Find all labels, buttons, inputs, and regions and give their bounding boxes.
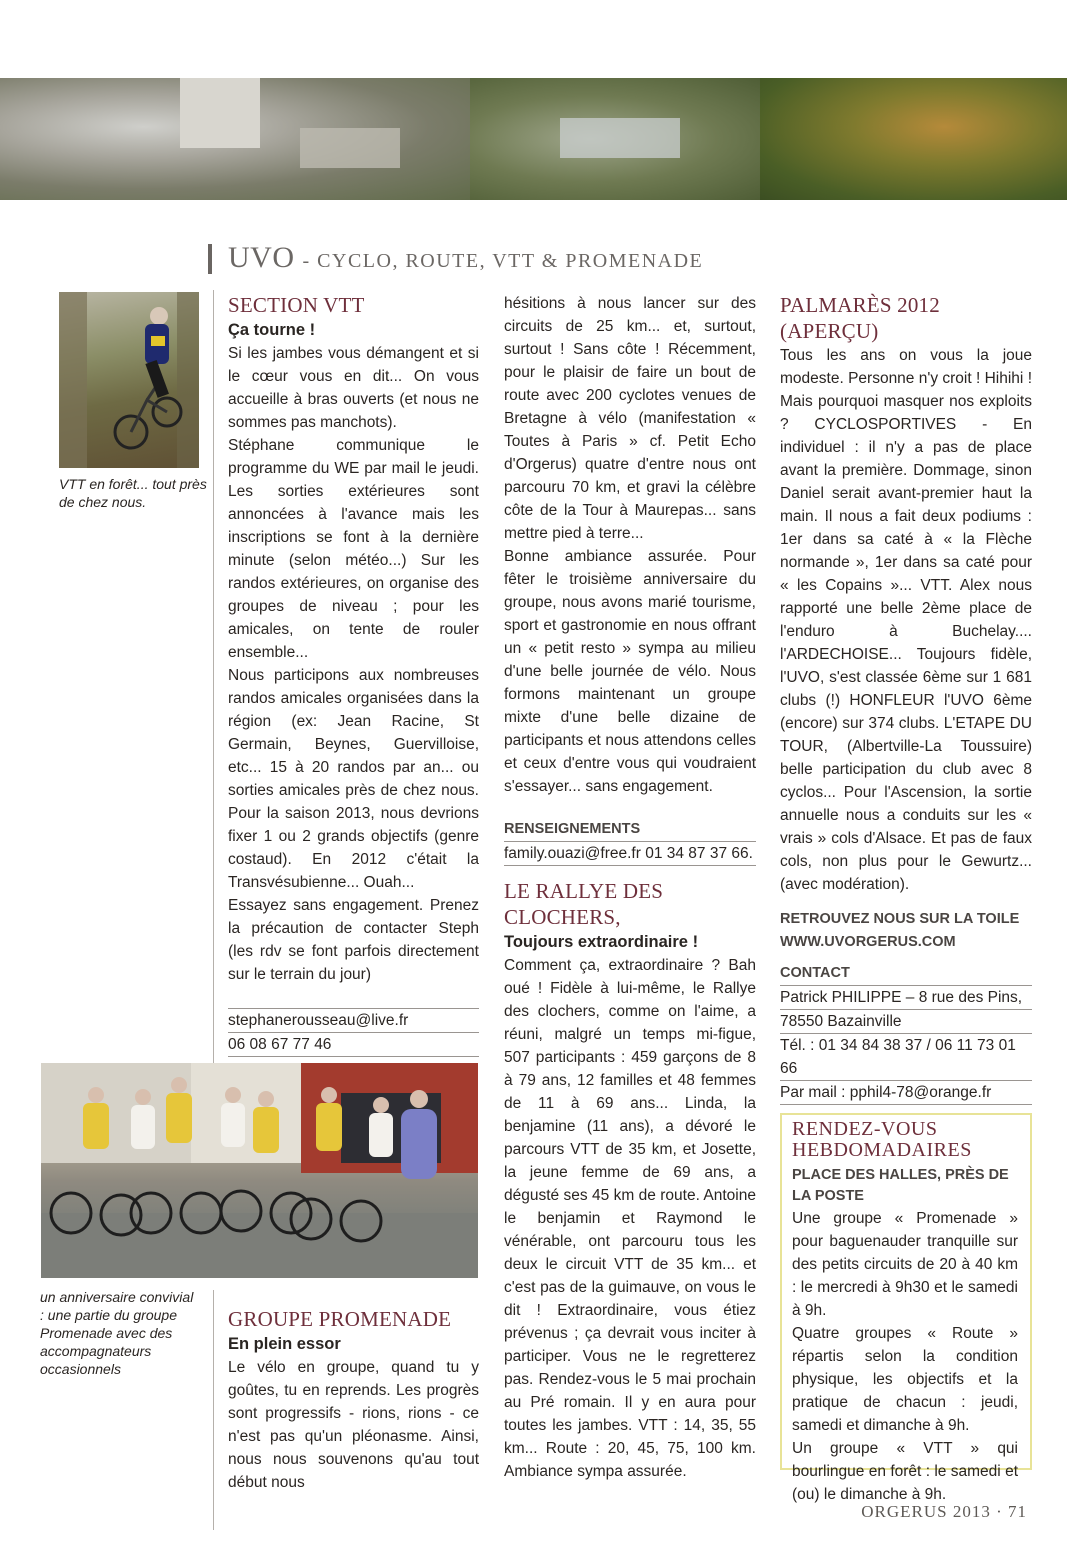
page-heading-sub: - CYCLO, ROUTE, VTT & PROMENADE [302,250,704,272]
web-link[interactable]: WWW.UVORGERUS.COM [780,934,956,950]
rendezvous-place: PLACE DES HALLES, PRÈS DE LA POSTE [792,1167,1009,1204]
section-vtt-phone: 06 08 67 77 46 [228,1033,479,1057]
promenade-title: GROUPE PROMENADE [228,1307,452,1331]
renseignements-label: RENSEIGNEMENTS [504,818,756,842]
section-vtt-subtitle: Ça tourne ! [228,321,316,339]
rallye-subtitle: Toujours extraordinaire ! [504,933,699,951]
column-2 [504,292,756,1483]
column-divider [213,1290,214,1530]
page-heading-main: UVO [228,241,295,274]
rendezvous-title-line1: RENDEZ-VOUS [792,1118,938,1140]
rallye-title: LE RALLYE DES CLOCHERS, [504,879,664,929]
section-vtt-paragraph: Nous participons aux nombreuses randos amicales organisées dans la région (ex: Jean Racine, St Germain, Beynes, Guervilloise, etc... 15 à 20 randos par an... ou sorties amicales près de chez nous. Pour la saison 2013, nous devrions fixer 1 ou 2 grands objectifs (genre costaud). En 2012 c'était la Transvésubienne... Ouah... [228,667,479,891]
group-promenade-photo [41,1063,478,1278]
rallye-text: Comment ça, extraordinaire ? Bah oué ! Fidèle à lui-même, le Rallye des clochers, comme on l'aime, a réuni, malgré un temps mi-figue, 507 participants : 459 garçons de 8 à 79 ans, 12 familles et 48 femmes de 11 à 69 ans... Linda, la benjamine (11 ans), a dévoré le parcours VTT de 35 km, et Josette, la jeune femme de 69 ans, a dégusté ses 45 km de route. Antoine le benjamin et Raymond le vénérable, ont parcouru tous les deux le circuit VTT de 35 km... et c'est pas de la guimauve, on vous le dit ! Extraordinaire, vous étiez prévenus ; ça devrait vous inciter à participer. Vous ne le regretterez pas. Rendez-vous le 5 mai prochain au Pré romain. Il y en aura pour toutes les jambes. VTT : 14, 35, 55 km... Route : 20, 45, 75, 100 km. Ambiance sympa assurée. [504,957,756,1480]
promenade-continued: hésitions à nous lancer sur des circuits de 25 km... et, surtout, surtout ! Sans côte ! Récemment, pour le plaisir de faire un bout de route avec 200 cyclotes venues de Bretagne à vélo (manifestation « Toutes à Paris » cf. Petit Echo d'Orgerus) quatre d'entre nous ont parcouru 70 km, et gravi la célèbre côte de la Tour à Maurepas... sans mettre pied à terre... [504,295,756,542]
contact-line: 78550 Bazainville [780,1010,1032,1034]
column-divider [213,290,214,1070]
section-vtt-paragraph: Essayez sans engagement. Prenez la précaution de contacter Steph (les rdv se font parfois directement sur le terrain du jour) [228,897,479,983]
contact-email[interactable]: Par mail : pphil4-78@orange.fr [780,1081,1032,1105]
vtt-photo [59,292,199,468]
page-footer: ORGERUS 2013 · 71 [861,1502,1027,1521]
web-line1: RETROUVEZ NOUS SUR LA TOILE [780,911,1020,927]
palmares-title: PALMARÈS 2012 (APERÇU) [780,293,940,343]
rendezvous-item: Quatre groupes « Route » répartis selon la condition physique, les objectifs et la pratique de chacun : jeudi, samedi et dimanche à 9h. [792,1325,1018,1434]
contact-label: CONTACT [780,962,1032,986]
group-photo-caption: un anniversaire convivial : une partie du groupe Promenade avec des accompagnateurs occasionnels [40,1289,194,1377]
section-vtt-email[interactable]: stephanerousseau@live.fr [228,1012,409,1029]
rendezvous-box [780,1113,1032,1503]
rendezvous-title [792,1119,1018,1161]
promenade-text: Le vélo en groupe, quand tu y goûtes, tu en reprends. Les progrès sont progressifs - rions, rions - ce n'est pas qu'un pléonasme. Ainsi, nous nous souvenons qu'au tout début nous [228,1359,479,1491]
section-vtt-title: SECTION VTT [228,293,365,317]
section-vtt [228,292,479,1057]
promenade-subtitle: En plein essor [228,1335,341,1353]
section-vtt-paragraph: Si les jambes vous démangent et si le cœur vous en dit... On vous accueille à bras ouverts (et nous ne sommes pas manchots). [228,345,479,431]
section-vtt-paragraph: Stéphane communique le programme du WE par mail le jeudi. Les sorties extérieures sont annoncées à l'avance mais les inscriptions se font à la dernière minute (selon météo...) Sur les randos extérieures, on organise des groupes de niveau ; pour les amicales, on tente de rouler ensemble... [228,437,479,661]
contact-phone: Tél. : 01 34 84 38 37 / 06 11 73 01 66 [780,1034,1032,1081]
rendezvous-item: Un groupe « VTT » qui bourlingue en forêt : le samedi et (ou) le dimanche à 9h. [792,1440,1018,1503]
section-vtt-email-row [228,1008,479,1033]
vtt-photo-caption: VTT en forêt... tout près de chez nous. [59,476,207,510]
cyclist-illustration [59,292,199,468]
promenade-continued: Bonne ambiance assurée. Pour fêter le troisième anniversaire du groupe, nous avons marié tourisme, sport et gastronomie en nous offrant un « petit resto » sympa au milieu d'une belle journée de vélo. Nous formons maintenant un groupe mixte d'une belle dizaine de participants et nous attendons celles et ceux d'entre vous qui voudraient s'essayer... sans engagement. [504,548,756,795]
contact-line: Patrick PHILIPPE – 8 rue des Pins, [780,986,1032,1010]
heading-accent-bar [208,244,212,274]
rendezvous-item: Une groupe « Promenade » pour baguenauder tranquille sur des petits circuits de 20 à 40 km : le mercredi à 9h30 et le samedi à 9h. [792,1210,1018,1319]
renseignements-value[interactable]: family.ouazi@free.fr 01 34 87 37 66. [504,842,756,866]
palmares-text: Tous les ans on vous la joue modeste. Personne n'y croit ! Hihihi ! Mais pourquoi masquer nos exploits ? CYCLOSPORTIVES - En individuel : il n'y a pas de place avant la première. Dommage, sinon Daniel serait avant-premier haut la main. Il nous a fait deux podiums : 1er dans sa caté à « la Flèche normande », 1er dans sa caté pour « les Copains »... VTT. Alex nous rapporté une belle 2ème place de l'enduro à Buchelay.... l'ARDECHOISE... Toujours fidèle, l'UVO, s'est classée 6ème sur 1 681 clubs (!) HONFLEUR l'UVO 6ème (encore) sur 374 clubs. L'ETAPE DU TOUR, (Albertville-La Toussuire) belle participation du club avec 8 cyclos... Pour l'Ascension, la sortie annuelle nous a conduits sur les « vrais » cols d'Alsace. Et pas de faux cols, non plus pour le Gewurtz... (avec modération). [780,347,1032,893]
top-aerial-photo [0,78,1067,200]
column-3 [780,292,1032,1105]
groupe-promenade [228,1306,479,1494]
group-illustration [41,1063,478,1278]
page-heading [228,241,703,275]
rendezvous-title-line2: HEBDOMADAIRES [792,1139,972,1161]
